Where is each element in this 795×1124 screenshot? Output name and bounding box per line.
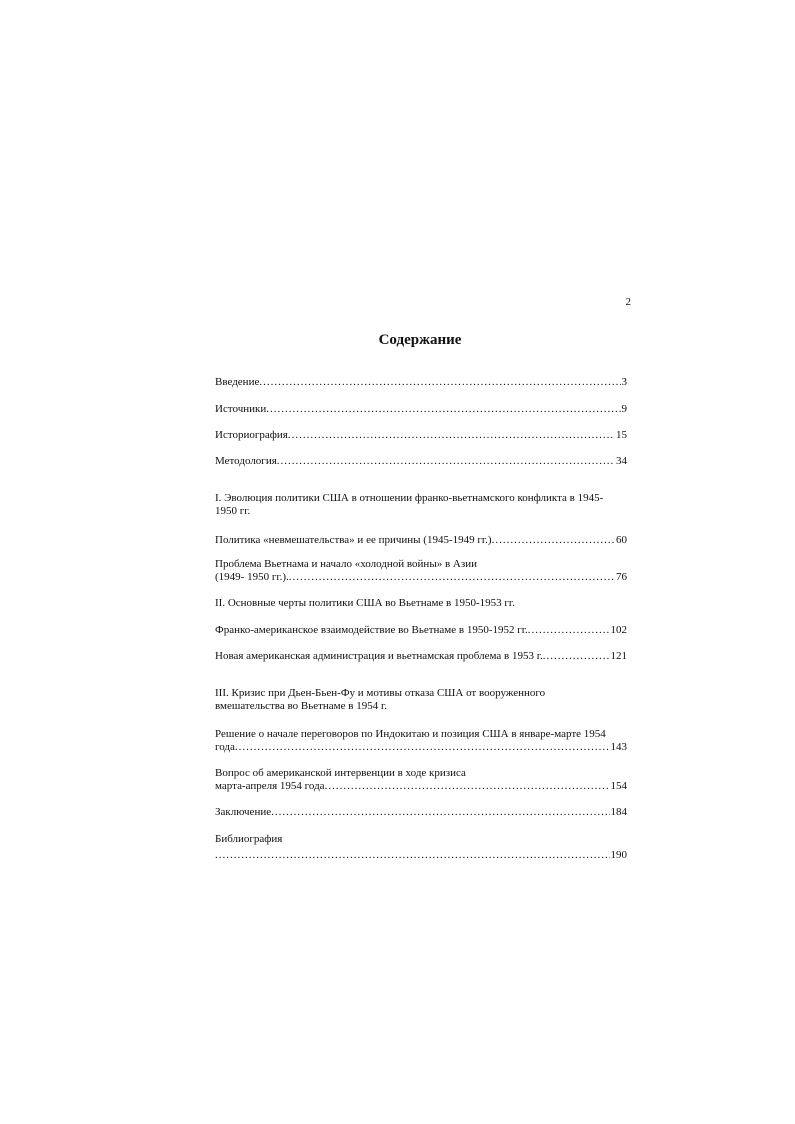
toc-entry-introduction: [215, 376, 627, 389]
dot-leader: [259, 376, 620, 389]
entry-title: Заключение: [215, 806, 272, 818]
entry-title-line2: года: [215, 740, 235, 753]
toc-title: Содержание: [378, 332, 462, 348]
entry-title: Введение: [215, 376, 260, 388]
page-number: 2: [625, 296, 631, 308]
toc-entry-franco-american: [215, 624, 627, 637]
dot-leader: [543, 650, 610, 663]
dot-leader: [492, 534, 615, 547]
entry-title-line1: Вопрос об американской интервенции в ходе кризиса: [215, 767, 466, 779]
entry-title: Источники: [215, 403, 267, 415]
section-title-line2: вмешательства во Вьетнаме в 1954 г.: [215, 699, 387, 712]
entry-page: 143: [610, 740, 627, 753]
toc-section-1: [215, 492, 627, 517]
toc-entry-negotiations: [215, 728, 627, 753]
section-title-line1: I. Эволюция политики США в отношении франко-вьетнамского конфликта в 1945-: [215, 492, 604, 504]
entry-title: Политика «невмешательства» и ее причины (1945-1949 гг.): [215, 534, 492, 546]
entry-page: 121: [610, 650, 627, 662]
section-title: II. Основные черты политики США во Вьетнаме в 1950-1953 гг.: [215, 597, 515, 609]
dot-leader: [271, 806, 609, 819]
entry-page: 15: [616, 429, 627, 441]
toc-section-2: [215, 597, 627, 610]
toc-entry-bibliography: [215, 833, 627, 861]
section-title-line2: 1950 гг.: [215, 504, 251, 517]
entry-page: 34: [616, 455, 627, 467]
dot-leader: [215, 849, 610, 862]
entry-page: 102: [610, 624, 627, 636]
entry-title: Библиография: [215, 833, 283, 845]
entry-title-line2: марта-апреля 1954 года: [215, 779, 325, 792]
entry-page: 184: [610, 806, 627, 818]
dot-leader: [289, 571, 615, 584]
entry-title: Новая американская администрация и вьетнамская проблема в 1953 г.: [215, 650, 543, 662]
entry-page: 9: [621, 403, 627, 415]
entry-page: 3: [621, 376, 627, 388]
dot-leader: [266, 403, 620, 416]
section-title-line1: III. Кризис при Дьен-Бьен-Фу и мотивы отказа США от вооруженного: [215, 687, 546, 699]
dot-leader: [288, 429, 615, 442]
entry-title-line1: Решение о начале переговоров по Индокитаю и позиция США в январе-марте 1954: [215, 728, 606, 740]
entry-title-line1: Проблема Вьетнама и начало «холодной войны» в Азии: [215, 558, 477, 570]
entry-page: 60: [616, 534, 627, 546]
dot-leader: [325, 780, 610, 793]
entry-title: Методология: [215, 455, 277, 467]
toc-entry-intervention-question: [215, 767, 627, 792]
toc-entry-historiography: [215, 429, 627, 442]
toc-entry-vietnam-cold-war: [215, 558, 627, 583]
dot-leader: [277, 455, 615, 468]
entry-page: 190: [610, 848, 627, 861]
entry-title-line2: (1949- 1950 гг.).: [215, 570, 289, 583]
dot-leader: [235, 741, 610, 754]
entry-page: 154: [610, 779, 627, 792]
toc-entry-conclusion: [215, 806, 627, 819]
entry-page: 76: [616, 570, 627, 583]
toc-entry-methodology: [215, 455, 627, 468]
toc-entry-sources: [215, 403, 627, 416]
entry-title: Франко-американское взаимодействие во Вьетнаме в 1950-1952 гг.: [215, 624, 528, 636]
toc-entry-new-administration: [215, 650, 627, 663]
dot-leader: [528, 624, 610, 637]
toc-entry-non-intervention: [215, 534, 627, 547]
toc-section-3: [215, 687, 627, 712]
entry-title: Историография: [215, 429, 288, 441]
